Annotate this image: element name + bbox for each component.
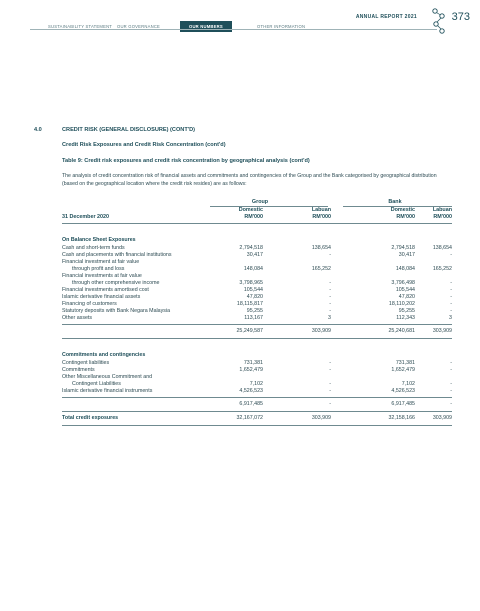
col-bank-domestic: Domestic RM'000 xyxy=(390,207,415,220)
table-row: Contingent liabilities 731,381 - 731,381 - xyxy=(62,360,452,366)
table-row: Financing of customers 18,115,817 - 18,110,202 - xyxy=(62,301,452,307)
molecule-icon xyxy=(431,7,447,35)
nav-governance[interactable]: OUR GOVERNANCE xyxy=(117,24,161,29)
header-bottom-rule xyxy=(62,223,452,224)
nav-our-numbers[interactable]: OUR NUMBERS xyxy=(180,21,232,32)
commitments-total-row: 6,917,485 - 6,917,485 - xyxy=(239,401,452,407)
commitments-top-rule xyxy=(62,397,452,398)
subtotal-bottom-rule xyxy=(62,338,452,339)
nav-other-information[interactable]: OTHER INFORMATION xyxy=(257,24,306,29)
table-title: Table 9: Credit risk exposures and credit risk concentration by geographical analysis (cont'd) xyxy=(62,158,310,164)
table-row: Financial investment at fair value xyxy=(62,259,140,265)
table-row: Other Miscellaneous Commitment and xyxy=(62,374,153,380)
table-row: Islamic derivative financial instruments 4,526,523 - 4,526,523 - xyxy=(62,388,452,394)
col-bank-labuan: Labuan RM'000 xyxy=(432,207,452,220)
section-number: 4.0 xyxy=(34,127,42,133)
col-group-domestic: Domestic RM'000 xyxy=(238,207,263,220)
bank-header: Bank xyxy=(388,199,402,205)
commitments-bottom-rule xyxy=(62,411,452,412)
table-row: Islamic derivative financial assets 47,820 - 47,820 - xyxy=(62,294,452,300)
nav-sustainability[interactable]: SUSTAINABILITY STATEMENT xyxy=(48,24,113,29)
table-row: Commitments 1,652,479 - 1,652,479 - xyxy=(62,367,452,373)
group-header: Group xyxy=(251,199,269,205)
commitments-heading: Commitments and contingencies xyxy=(62,352,146,358)
table-row: Financial investments amortised cost 105,544 - 105,544 - xyxy=(62,287,452,293)
page-number: 373 xyxy=(451,11,470,23)
table-row: Contingent Liabilities 7,102 - 7,102 - xyxy=(72,381,452,387)
table-row: Financial investments at fair value xyxy=(62,273,142,279)
grand-total-rule xyxy=(62,425,452,426)
section-subtitle: Credit Risk Exposures and Credit Risk Concentration (cont'd) xyxy=(62,142,226,148)
section-title: CREDIT RISK (GENERAL DISCLOSURE) (CONT'D) xyxy=(62,127,195,133)
subtotal-top-rule xyxy=(62,324,452,325)
on-balance-total-row: 25,249,587 303,909 25,240,681 303,909 xyxy=(236,328,452,334)
table-row: Statutory deposits with Bank Negara Malaysia 95,255 - 95,255 - xyxy=(62,308,452,314)
date-label: 31 December 2020 xyxy=(62,214,110,220)
col-group-labuan: Labuan RM'000 xyxy=(311,207,331,220)
table-row: through profit and loss 148,084 165,252 148,084 165,252 xyxy=(72,266,452,272)
table-row: Cash and placements with financial institutions 30,417 - 30,417 - xyxy=(62,252,452,258)
header-divider xyxy=(30,29,437,30)
grand-total-row: Total credit exposures 32,167,072 303,909 32,158,166 303,909 xyxy=(62,415,452,421)
table-row: through other comprehensive income 3,798,965 - 3,796,498 - xyxy=(72,280,452,286)
table-row: Other assets 113,167 3 112,343 3 xyxy=(62,315,452,321)
intro-paragraph: The analysis of credit concentration risk of financial assets and commitments and contingencies of the Group and the Bank categorised by geographical distribution (based on the geographical location where the credit risk resides) are as follows: xyxy=(62,173,437,187)
table-row: Cash and short-term funds 2,794,518 138,654 2,794,518 138,654 xyxy=(62,245,452,251)
on-balance-heading: On Balance Sheet Exposures xyxy=(62,237,136,243)
report-title: ANNUAL REPORT 2021 xyxy=(355,14,417,20)
